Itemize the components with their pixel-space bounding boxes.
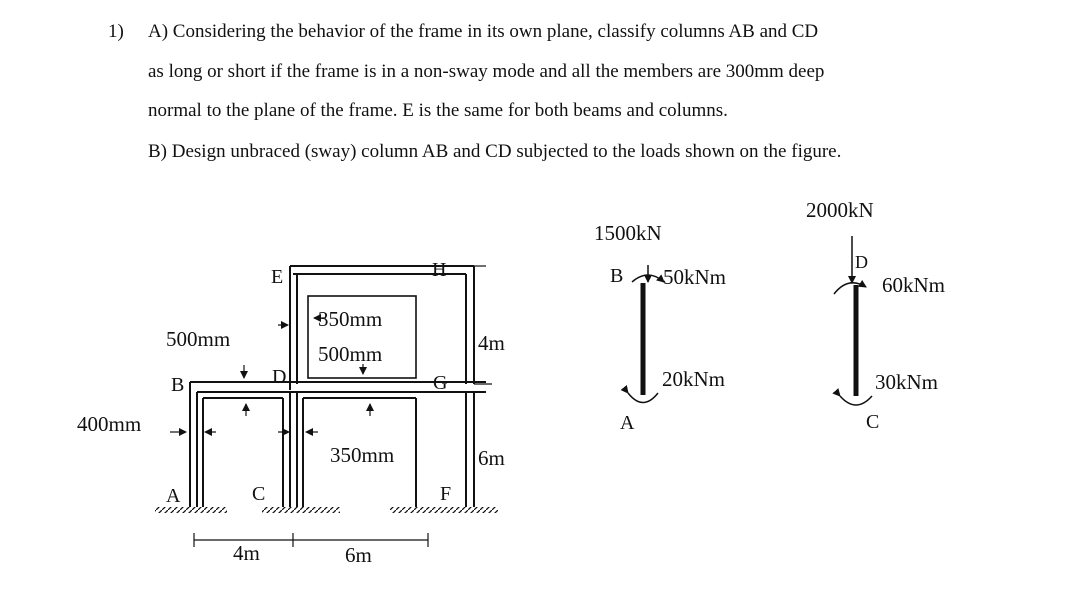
dim-section-350: 350mm bbox=[318, 307, 383, 331]
support-f bbox=[390, 507, 498, 513]
column-ab bbox=[190, 382, 197, 507]
support-a bbox=[155, 507, 227, 513]
top-moment-cd: 60kNm bbox=[882, 273, 945, 297]
top-moment-ab: 50kNm bbox=[663, 265, 726, 289]
joint-label-d-detail: D bbox=[855, 252, 868, 272]
upper-column-gh bbox=[466, 266, 474, 384]
joint-label-d: D bbox=[272, 366, 287, 388]
joint-label-c: C bbox=[252, 483, 266, 505]
axial-load-cd: 2000kN bbox=[806, 198, 874, 222]
joint-label-h: H bbox=[432, 259, 447, 281]
column-gf bbox=[466, 392, 474, 507]
dim-span-6m: 6m bbox=[345, 543, 372, 567]
dim-column-350: 350mm bbox=[330, 443, 395, 467]
bottom-moment-ab: 20kNm bbox=[662, 367, 725, 391]
span-dimension-line bbox=[194, 533, 428, 547]
joint-label-b-detail: B bbox=[610, 265, 624, 287]
column-cd bbox=[290, 392, 297, 507]
part-a-line-3: normal to the plane of the frame. E is the same for both beams and columns. bbox=[148, 100, 728, 121]
part-a-line-1: A) Considering the behavior of the frame in its own plane, classify columns AB and CD bbox=[148, 21, 819, 42]
dim-section-500: 500mm bbox=[318, 342, 383, 366]
joint-label-a-detail: A bbox=[620, 412, 635, 434]
dim-height-4m: 4m bbox=[478, 331, 505, 355]
bottom-moment-arrow-cd bbox=[840, 396, 872, 405]
question-number: 1) bbox=[108, 21, 124, 42]
height-dimension-lines bbox=[474, 266, 492, 384]
axial-load-ab: 1500kN bbox=[594, 221, 662, 245]
joint-label-g: G bbox=[433, 372, 448, 394]
dim-beam-depth-500: 500mm bbox=[166, 327, 231, 351]
column-ab-load-diagram bbox=[594, 221, 726, 434]
joint-label-c-detail: C bbox=[866, 411, 880, 433]
bottom-moment-cd: 30kNm bbox=[875, 370, 938, 394]
joint-label-a: A bbox=[166, 485, 181, 507]
support-c bbox=[262, 507, 340, 513]
top-moment-arrow-cd bbox=[834, 283, 866, 294]
dim-column-width-400: 400mm bbox=[77, 412, 142, 436]
part-a-line-2: as long or short if the frame is in a non-sway mode and all the members are 300mm deep bbox=[148, 61, 825, 82]
column-cd-load-diagram bbox=[806, 198, 945, 433]
inner-section-left bbox=[203, 398, 283, 507]
dim-height-6m: 6m bbox=[478, 446, 505, 470]
joint-label-b: B bbox=[171, 374, 185, 396]
upper-column-e bbox=[290, 266, 297, 390]
joint-label-f: F bbox=[440, 483, 452, 505]
joint-label-e: E bbox=[271, 266, 284, 288]
dim-span-4m: 4m bbox=[233, 541, 260, 565]
part-b-text: B) Design unbraced (sway) column AB and CD subjected to the loads shown on the figure. bbox=[148, 141, 842, 162]
ground-supports bbox=[155, 507, 498, 513]
